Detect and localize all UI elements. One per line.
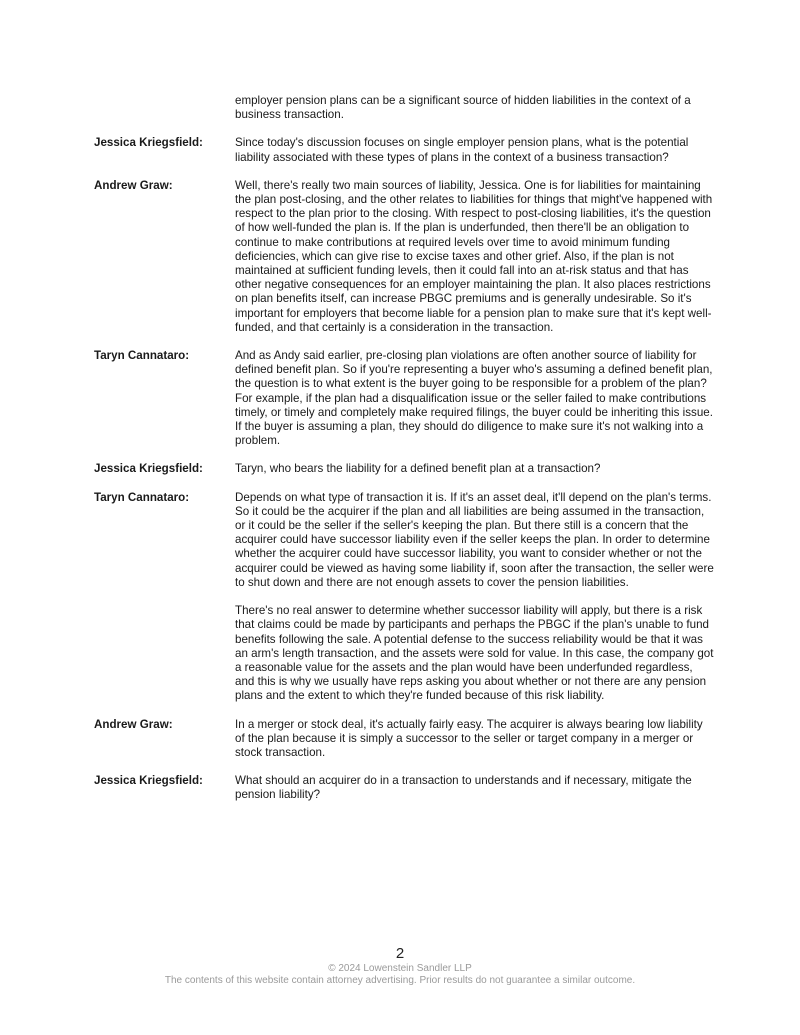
speaker-name: Taryn Cannataro:: [94, 490, 190, 504]
advertising-disclaimer: The contents of this website contain attorney advertising. Prior results do not guarantee a similar outcome.: [164, 975, 636, 986]
speech-text: [235, 94, 714, 122]
page-number: 2: [395, 945, 405, 962]
speech-paragraph: And as Andy said earlier, pre-closing plan violations are often another source of liability for defined benefit plan. So if you're representing a buyer who's assuming a defined benefit plan, the question is to what extent is the buyer going to be responsible for a problem of the plan? For example, if the plan had a disqualification issue or the seller failed to make contributions timely, or timely and completely make required filings, the buyer could be inheriting this issue. If the buyer is assuming a plan, they should do diligence to make sure it's not walking into a problem.: [235, 349, 713, 448]
transcript-turn: [94, 491, 714, 704]
speaker-name: [94, 94, 235, 122]
speech-paragraph: In a merger or stock deal, it's actually fairly easy. The acquirer is always bearing low liability of the plan because it is simply a successor to the seller or target company in a merger or stock transaction.: [235, 717, 703, 759]
speech-paragraph: There's no real answer to determine whether successor liability will apply, but there is a risk that claims could be made by participants and perhaps the PBGC if the plan's unable to fund benefits following the sale. A potential defense to the success reliability would be that it was an arm's length transaction, and the assets were sold for value. In this case, the company got a reasonable value for the assets and the plan would have been underfunded regardless, and this is why we usually have reps asking you about whether or not there are any pension plans and the extent to which they're funded because of this risk liability.: [235, 604, 714, 703]
transcript-turn: [94, 179, 714, 335]
transcript-turn: [94, 94, 714, 122]
transcript-turn: [94, 136, 714, 164]
transcript-turn: [94, 774, 714, 802]
speaker-name: Taryn Cannataro:: [94, 349, 190, 363]
copyright-notice: © 2024 Lowenstein Sandler LLP: [328, 963, 472, 974]
speech-text: [235, 718, 714, 761]
speech-text: [235, 349, 714, 448]
speaker-name: Jessica Kriegsfield:: [94, 136, 203, 150]
speech-paragraph: Taryn, who bears the liability for a defined benefit plan at a transaction?: [235, 462, 601, 476]
speaker-name: Jessica Kriegsfield:: [94, 462, 203, 476]
transcript-turn: [94, 349, 714, 448]
speech-paragraph: Well, there's really two main sources of liability, Jessica. One is for liabilities for maintaining the plan post-closing, and the other relates to liabilities for things that might've happened with respect to the plan prior to the closing. With respect to post-closing liabilities, it's the question of how well-funded the plan is. If the plan is underfunded, then there'll be an obligation to continue to make contributions at required levels over time to avoid minimum funding deficiencies, which can give rise to excise taxes and other grief. Also, if the plan is not maintained at sufficient funding levels, then it could fall into an at-risk status and that has other negative consequences for an employer maintaining the plan. It also places restrictions on plan benefits itself, can increase PBGC premiums and is generally undesirable. So it's important for employers that become liable for a pension plan to make sure that it's kept well-funded, and that certainly is a consideration in the transaction.: [235, 178, 713, 334]
transcript-turn: [94, 718, 714, 761]
transcript-turn: [94, 462, 714, 476]
speech-text: [235, 136, 714, 164]
speaker-name: Andrew Graw:: [94, 717, 173, 731]
speech-paragraph: Since today's discussion focuses on single employer pension plans, what is the potential liability associated with these types of plans in the context of a business transaction?: [235, 136, 689, 164]
speaker-name: Andrew Graw:: [94, 178, 173, 192]
transcript: [94, 94, 714, 817]
speech-text: [235, 774, 714, 802]
speech-paragraph: employer pension plans can be a significant source of hidden liabilities in the context of a business transaction.: [235, 94, 691, 122]
speech-text: [235, 462, 714, 476]
speech-text: [235, 179, 714, 335]
speaker-name: Jessica Kriegsfield:: [94, 774, 203, 788]
page-footer: [0, 945, 800, 987]
speech-paragraph: Depends on what type of transaction it is. If it's an asset deal, it'll depend on the plan's terms. So it could be the acquirer if the plan and all liabilities are being assumed in the transaction, or it could be the seller if the seller's keeping the plan. But there still is a concern that the acquirer could have successor liability even if the seller keeps the plan. In order to determine whether the acquirer could have successor liability, you want to consider whether or not the acquirer could be viewed as having some liability if, soon after the transaction, the seller were to shut down and there are not enough assets to cover the pension liabilities.: [235, 490, 714, 589]
speech-paragraph: What should an acquirer do in a transaction to understands and if necessary, mitigate the pension liability?: [235, 774, 692, 802]
speech-text: [235, 491, 714, 704]
